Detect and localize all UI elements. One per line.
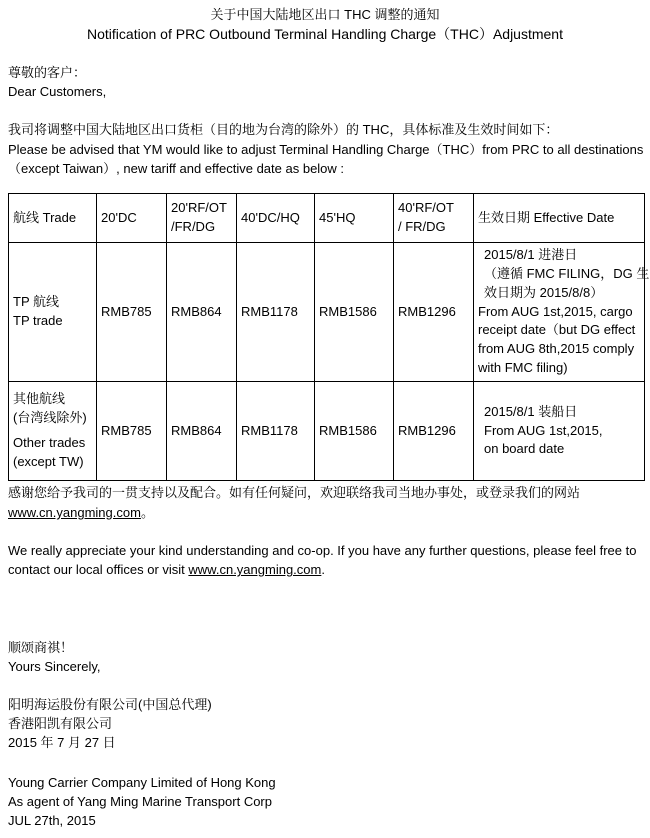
header-40rf-line-2: / FR/DG bbox=[398, 219, 446, 234]
title-chinese: 关于中国大陆地区出口 THC 调整的通知 bbox=[210, 7, 440, 22]
other-eff-line-3: on board date bbox=[484, 441, 565, 457]
tp-eff-line-4: From AUG 1st,2015, cargo bbox=[478, 303, 633, 319]
intro-english-line-2: （except Taiwan）, new tariff and effective date as below : bbox=[8, 161, 345, 176]
other-effective-date bbox=[474, 382, 645, 481]
tp-40dc: RMB1178 bbox=[237, 243, 315, 382]
thanks-english-line-2 bbox=[8, 561, 644, 580]
tp-eff-line-6: from AUG 8th,2015 comply bbox=[478, 341, 635, 357]
tp-eff-line-1: 2015/8/1 进港日 bbox=[484, 247, 578, 263]
header-40rf-line-1: 40'RF/OT bbox=[398, 200, 454, 216]
other-eff-line-2: From AUG 1st,2015, bbox=[484, 422, 603, 438]
tp-eff-line-5: receipt date（but DG effect bbox=[478, 322, 636, 338]
closing-english: Yours Sincerely, bbox=[8, 659, 101, 674]
signature-cn-date: 2015 年 7 月 27 日 bbox=[8, 735, 116, 750]
tp-effective-date bbox=[474, 243, 650, 382]
other-40dc: RMB1178 bbox=[237, 382, 315, 481]
other-20dc: RMB785 bbox=[97, 382, 167, 481]
thc-tariff-table bbox=[8, 193, 650, 481]
header-effective-date: 生效日期 Effective Date bbox=[474, 194, 645, 243]
other-eff-line-1: 2015/8/1 装船日 bbox=[484, 403, 578, 419]
header-40dc: 40'DC/HQ bbox=[237, 194, 315, 243]
other-20rf: RMB864 bbox=[167, 382, 237, 481]
header-20rf-line-1: 20'RF/OT bbox=[171, 200, 227, 216]
header-20rf-line-2: /FR/DG bbox=[171, 219, 216, 234]
thanks-english-line-1: We really appreciate your kind understanding and co-op. If you have any further questions, please feel free to bbox=[8, 543, 637, 558]
signature-en-agent: As agent of Yang Ming Marine Transport Corp bbox=[8, 794, 272, 809]
other-45hq: RMB1586 bbox=[315, 382, 394, 481]
table-header-row bbox=[9, 194, 645, 243]
intro-chinese: 我司将调整中国大陆地区出口货柜（目的地为台湾的除外）的 THC，具体标准及生效时间如下： bbox=[8, 122, 559, 137]
signature-en-date: JUL 27th, 2015 bbox=[8, 813, 96, 828]
title-english: Notification of PRC Outbound Terminal Handling Charge（THC）Adjustment bbox=[87, 26, 563, 42]
header-20rf bbox=[167, 194, 237, 243]
salutation-english: Dear Customers, bbox=[8, 84, 107, 99]
closing-chinese: 顺颂商祺！ bbox=[8, 640, 74, 655]
website-link-en[interactable]: www.cn.yangming.com bbox=[188, 562, 322, 577]
signature-cn-agent: 香港阳凯有限公司 bbox=[8, 716, 113, 731]
header-40rf bbox=[394, 194, 474, 243]
table-row bbox=[9, 382, 645, 481]
tp-eff-line-2: （遵循 FMC FILING，DG 生 bbox=[484, 265, 650, 281]
other-trade-cn: 其他航线 bbox=[13, 391, 66, 407]
header-trade: 航线 Trade bbox=[9, 194, 97, 243]
thanks-english-pre: contact our local offices or visit bbox=[8, 562, 189, 577]
tp-eff-line-7: with FMC filing) bbox=[478, 360, 568, 376]
intro-english-line-1: Please be advised that YM would like to adjust Terminal Handling Charge（THC）from PRC to all destinations bbox=[8, 142, 644, 157]
other-trade-cell bbox=[9, 382, 97, 481]
tp-eff-line-3: 效日期为 2015/8/8） bbox=[484, 284, 604, 300]
tp-20dc: RMB785 bbox=[97, 243, 167, 382]
header-45hq: 45'HQ bbox=[315, 194, 394, 243]
header-20dc: 20'DC bbox=[97, 194, 167, 243]
tp-20rf: RMB864 bbox=[167, 243, 237, 382]
other-trade-en-note: (except TW) bbox=[13, 453, 84, 469]
other-trade-en: Other trades bbox=[13, 435, 86, 450]
signature-en-company: Young Carrier Company Limited of Hong Kong bbox=[8, 775, 276, 790]
thanks-chinese-url-line bbox=[8, 504, 644, 523]
tp-trade-cn: TP 航线 bbox=[13, 294, 59, 310]
salutation-chinese: 尊敬的客户： bbox=[8, 65, 87, 80]
website-link-cn[interactable]: www.cn.yangming.com bbox=[8, 505, 141, 520]
tp-trade-cell bbox=[9, 243, 97, 382]
tp-trade-en: TP trade bbox=[13, 313, 63, 328]
other-trade-cn-note: (台湾线除外) bbox=[13, 410, 87, 426]
table-row bbox=[9, 243, 645, 382]
tp-40rf: RMB1296 bbox=[394, 243, 474, 382]
thanks-chinese: 感谢您给予我司的一贯支持以及配合。如有任何疑问，欢迎联络我司当地办事处，或登录我们的网站 bbox=[8, 485, 581, 500]
tp-45hq: RMB1586 bbox=[315, 243, 394, 382]
other-40rf: RMB1296 bbox=[394, 382, 474, 481]
signature-cn-company: 阳明海运股份有限公司(中国总代理) bbox=[8, 697, 212, 712]
thanks-chinese-end: 。 bbox=[140, 505, 154, 520]
thanks-english-end: . bbox=[321, 562, 325, 577]
